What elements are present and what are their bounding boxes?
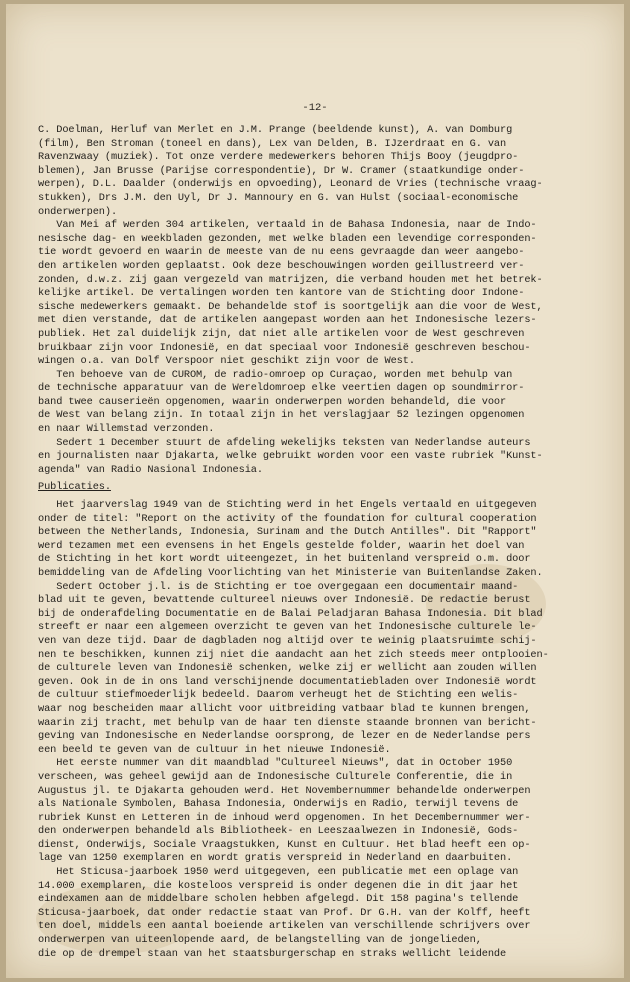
text-line: between the Netherlands, Indonesia, Surinam and the Dutch Antilles". Dit "Rapport" bbox=[38, 526, 537, 539]
text-line: C. Doelman, Herluf van Merlet en J.M. Prange (beeldende kunst), A. van Domburg bbox=[38, 124, 513, 136]
text-line: streeft er naar een algemeen overzicht te geven van het Indonesische culturele le- bbox=[38, 621, 537, 634]
body-text bbox=[38, 124, 598, 961]
text-line: Augustus jl. te Djakarta gehouden werd. Het Novembernummer behandelde onderwerpen bbox=[38, 784, 531, 797]
paragraph-annual-report bbox=[38, 499, 598, 581]
text-line: zonden, d.w.z. zij gaan vergezeld van matrijzen, die verband houden met het betrek- bbox=[38, 273, 543, 286]
text-line: ten doel, middels een aantal boeiende artikelen van verschillende schrijvers over bbox=[38, 920, 531, 933]
text-line: de Stichting in het kort wordt uiteengezet, in het buitenland verspreid o.m. door bbox=[38, 553, 531, 566]
section-heading-publicaties: Publicaties. bbox=[38, 481, 111, 494]
text-line: blemen), Jan Brusse (Parijse correspondentie), Dr W. Cramer (staatkundige onder- bbox=[38, 164, 525, 177]
text-line: sische medewerkers gemaakt. De behandelde stof is soortgelijk aan die voor de West, bbox=[38, 300, 543, 313]
text-line: nen te beschikken, kunnen zij niet die aandacht aan het zich steeds meer ontplooien- bbox=[38, 648, 549, 661]
text-line: lage van 1250 exemplaren en wordt gratis verspreid in Nederland en daarbuiten. bbox=[38, 852, 513, 865]
paragraph-djakarta-texts bbox=[38, 437, 598, 478]
text-line: de cultuur stiefmoederlijk bedeeld. Daarom verheugt het de Stichting een welis- bbox=[38, 689, 519, 702]
text-line: werpen), D.L. Daalder (onderwijs en opvoeding), Leonard de Vries (technische vraag- bbox=[38, 178, 543, 191]
text-line: kelijke artikel. De vertalingen worden ten kantore van de Stichting door Indone- bbox=[38, 287, 525, 300]
text-line: tie wordt gevoerd en waarin de meeste van de nu eens gevraagde dan weer aangebo- bbox=[38, 246, 525, 259]
text-line: waarin zij tracht, met behulp van de haar ten dienste staande bronnen van bericht- bbox=[38, 716, 537, 729]
text-line: Sedert October j.l. is de Stichting er toe overgegaan een documentair maand- bbox=[38, 580, 519, 593]
text-line: Ten behoeve van de CUROM, de radio-omroep op Curaçao, worden met behulp van bbox=[38, 368, 513, 381]
text-line: de West van belang zijn. In totaal zijn in het verslagjaar 52 lezingen opgenomen bbox=[38, 409, 525, 422]
text-line: (film), Ben Stroman (toneel en dans), Lex van Delden, B. IJzerdraat en G. van bbox=[38, 137, 507, 150]
text-line: band twee causerieën opgenomen, waarin onderwerpen worden behandeld, die voor bbox=[38, 395, 507, 408]
text-line: werd tezamen met een evensens in het Engels gestelde folder, waarin het doel van bbox=[38, 539, 525, 552]
text-line: publiek. Het zal duidelijk zijn, dat niet alle artikelen voor de West geschreven bbox=[38, 327, 525, 340]
text-line: met dien verstande, dat de artikelen aangepast worden aan het Indonesische lezers- bbox=[38, 314, 537, 327]
text-line: Het jaarverslag 1949 van de Stichting werd in het Engels vertaald en uitgegeven bbox=[38, 499, 537, 512]
text-line: onder de titel: "Report on the activity of the foundation for cultural cooperation bbox=[38, 512, 537, 525]
text-line: ven van deze tijd. Daar de dagbladen nog altijd over te weinig plaatsruimte schij- bbox=[38, 634, 537, 647]
text-line: Sedert 1 December stuurt de afdeling wekelijks teksten van Nederlandse auteurs bbox=[38, 436, 531, 449]
document-page bbox=[6, 4, 624, 978]
text-line: als Nationale Symbolen, Bahasa Indonesia, Onderwijs en Radio, terwijl tevens de bbox=[38, 798, 519, 811]
text-line: onderwerpen). bbox=[38, 205, 118, 218]
text-line: Van Mei af werden 304 artikelen, vertaald in de Bahasa Indonesia, naar de Indo- bbox=[38, 219, 537, 232]
text-line: nesische dag- en weekbladen gezonden, met welke bladen een levendige corresponden- bbox=[38, 232, 537, 245]
text-line: onderwerpen van uiteenlopende aard, de belangstelling van de jongelieden, bbox=[38, 934, 482, 947]
text-line: en journalisten naar Djakarta, welke gebruikt worden voor een vaste rubriek "Kunst- bbox=[38, 450, 543, 463]
text-line: bruikbaar zijn voor Indonesië, en dat speciaal voor Indonesië geschreven beschou- bbox=[38, 341, 531, 354]
paragraph-monthly-magazine bbox=[38, 581, 598, 758]
text-line: die op de drempel staan van het staatsburgerschap en straks wellicht leidende bbox=[38, 947, 507, 960]
text-line: bemiddeling van de Afdeling Voorlichting van het Ministerie van Buitenlandse Zaken. bbox=[38, 567, 543, 579]
text-line: stukken), Drs J.M. den Uyl, Dr J. Mannoury en G. van Hulst (sociaal-economische bbox=[38, 191, 519, 204]
paragraph-first-issue bbox=[38, 757, 598, 866]
text-line: Ravenzwaay (muziek). Tot onze verdere medewerkers behoren Thijs Booy (jeugdpro- bbox=[38, 151, 519, 164]
text-line: den artikelen worden geplaatst. Ook deze beschouwingen worden geillustreerd ver- bbox=[38, 259, 525, 272]
text-line: agenda" van Radio Nasional Indonesia. bbox=[38, 463, 263, 476]
text-line: een beeld te geven van de cultuur in het nieuwe Indonesië. bbox=[38, 743, 391, 756]
page-number: -12- bbox=[302, 102, 328, 114]
text-line: de technische apparatuur van de Wereldomroep elke veertien dagen op soundmirror- bbox=[38, 382, 525, 395]
text-line: Sticusa-jaarboek, dat onder redactie staat van Prof. Dr G.H. van der Kolff, heeft bbox=[38, 906, 531, 919]
text-line: verscheen, was geheel gewijd aan de Indonesische Culturele Conferentie, die in bbox=[38, 770, 513, 783]
text-line: bij de onderafdeling Documentatie en de Balai Peladjaran Bahasa Indonesia. Dit blad bbox=[38, 607, 543, 620]
text-line: den onderwerpen behandeld als Bibliotheek- en Leeszaalwezen in Indonesië, Gods- bbox=[38, 825, 519, 838]
paragraph-indonesian-articles bbox=[38, 219, 598, 369]
text-line: rubriek Kunst en Letteren in de inhoud werd opgenomen. In het Decembernummer wer- bbox=[38, 811, 531, 824]
text-line: blad uit te geven, bevattende cultureel nieuws over Indonesië. De redactie berust bbox=[38, 594, 531, 607]
text-line: geving van Indonesische en Nederlandse oorsprong, de lezer en de Nederlandse pers bbox=[38, 730, 531, 743]
text-line: eindexamen aan de middelbare scholen hebben afgelegd. Dit 158 pagina's tellende bbox=[38, 893, 519, 906]
text-line: de culturele leven van Indonesië schenken, welke zij er wellicht aan zouden willen bbox=[38, 662, 537, 675]
text-line: 14.000 exemplaren, die kosteloos verspreid is onder degenen die in dit jaar het bbox=[38, 879, 519, 892]
text-line: waar nog bescheiden maar allicht voor uitbreiding vatbaar blad te kunnen brengen, bbox=[38, 702, 531, 715]
paragraph-contributors bbox=[38, 124, 598, 219]
text-line: dienst, Onderwijs, Sociale Vraagstukken, Kunst en Cultuur. Het blad heeft een op- bbox=[38, 838, 531, 851]
text-line: Het eerste nummer van dit maandblad "Cultureel Nieuws", dat in October 1950 bbox=[38, 757, 513, 770]
text-line: geven. Ook in de in ons land verschijnende documentatiebladen over Indonesië wordt bbox=[38, 675, 537, 688]
text-line: wingen o.a. van Dolf Verspoor niet geschikt zijn voor de West. bbox=[38, 355, 415, 368]
text-line: Het Sticusa-jaarboek 1950 werd uitgegeven, een publicatie met een oplage van bbox=[38, 866, 519, 879]
paragraph-yearbook bbox=[38, 866, 598, 961]
paragraph-curom-radio bbox=[38, 369, 598, 437]
text-line: en naar Willemstad verzonden. bbox=[38, 423, 215, 436]
